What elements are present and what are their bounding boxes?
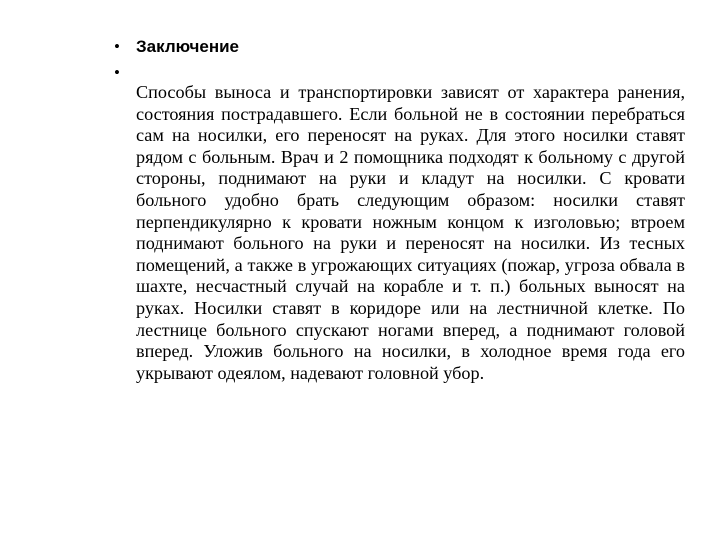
bullet-item-body <box>114 62 136 84</box>
bullet-marker: • <box>114 63 120 82</box>
bullet-item-heading <box>114 36 239 58</box>
body-paragraph: Способы выноса и транспортировки зависят от характера ранения, состояния пострадавшего. Если больной не в состоянии перебраться сам на носилки, его переносят на руках. Для этого носилки ставят рядом с больным. Врач и 2 помощника подходят к больному с другой стороны, поднимают на руки и кладут на носилки. С кровати больного удобно брать следующим образом: носилки ставят перпендикулярно к кровати ножным концом к изголовью; втроем поднимают больного на руки и переносят на носилки. Из тесных помещений, а также в угрожающих ситуациях (пожар, угроза обвала в шахте, несчастный случай на корабле и т. п.) больных выносят на руках. Носилки ставят в коридоре или на лестничной клетке. По лестнице больного спускают ногами вперед, а поднимают головой вперед. Уложив больного на носилки, в холодное время года его укрывают одеялом, надевают головной убор. <box>136 82 685 383</box>
slide-heading: Заключение <box>136 37 239 56</box>
bullet-marker: • <box>114 37 120 56</box>
